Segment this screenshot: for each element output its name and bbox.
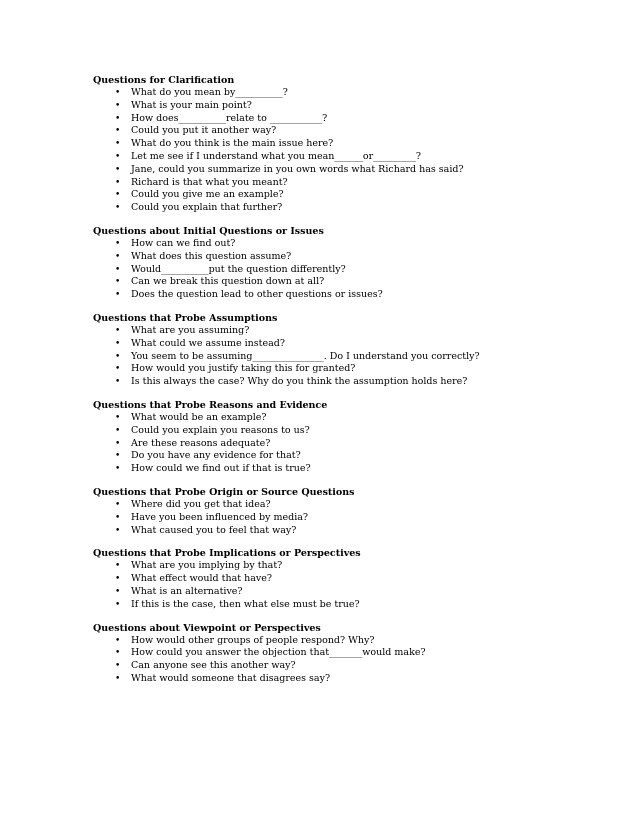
section-heading: Questions that Probe Assumptions (93, 312, 278, 324)
question-text: Richard is that what you meant? (131, 176, 288, 188)
question-text: Can we break this question down at all? (131, 276, 325, 288)
list-item (93, 499, 613, 512)
bullet-icon: • (115, 264, 121, 275)
question-text: If this is the case, then what else must be true? (131, 598, 360, 610)
question-text: What effect would that have? (131, 573, 272, 585)
question-text: You seem to be assuming_______________. Do I understand you correctly? (131, 350, 480, 362)
bullet-icon: • (115, 88, 121, 98)
list-item (93, 138, 613, 151)
section-reasons-evidence (93, 399, 613, 476)
list-item (93, 560, 613, 573)
bullet-icon: • (115, 351, 121, 362)
question-list (93, 325, 613, 389)
list-item (93, 586, 613, 599)
bullet-icon: • (115, 464, 121, 475)
question-text: Where did you get that idea? (131, 498, 271, 510)
question-text: Could you explain that further? (131, 202, 283, 214)
question-text: Is this always the case? Why do you think the assumption holds here? (131, 376, 468, 388)
list-item (93, 673, 613, 686)
question-list (93, 560, 613, 611)
bullet-icon: • (115, 151, 121, 162)
list-item (93, 525, 613, 538)
bullet-icon: • (115, 586, 121, 597)
question-text: What do you think is the main issue here? (131, 138, 334, 150)
section-heading: Questions about Initial Questions or Issues (93, 225, 324, 237)
question-text: Does the question lead to other questions or issues? (131, 289, 383, 301)
list-item (93, 177, 613, 190)
question-text: Are these reasons adequate? (131, 437, 271, 449)
question-text: What is your main point? (131, 99, 252, 111)
question-list (93, 635, 613, 686)
question-text: Could you give me an example? (131, 189, 284, 201)
list-item (93, 599, 613, 612)
list-item (93, 351, 613, 364)
list-item (93, 573, 613, 586)
bullet-icon: • (115, 126, 121, 137)
question-text: How would other groups of people respond? Why? (131, 634, 375, 646)
list-item (93, 276, 613, 289)
question-text: How does__________relate to ___________? (131, 112, 328, 124)
question-text: Could you explain you reasons to us? (131, 424, 310, 436)
bullet-icon: • (115, 438, 121, 449)
list-item (93, 113, 613, 126)
bullet-icon: • (115, 177, 121, 188)
question-list (93, 238, 613, 302)
bullet-icon: • (115, 238, 121, 249)
list-item (93, 264, 613, 277)
bullet-icon: • (115, 412, 121, 423)
question-list (93, 412, 613, 476)
section-heading: Questions for Clarification (93, 75, 235, 86)
bullet-icon: • (115, 451, 121, 462)
question-text: Let me see if I understand what you mean______or_________? (131, 150, 421, 162)
question-text: Could you put it another way? (131, 125, 277, 137)
question-text: How could we find out if that is true? (131, 463, 311, 475)
question-text: Jane, could you summarize in you own words what Richard has said? (131, 163, 464, 175)
list-item (93, 438, 613, 451)
list-item (93, 251, 613, 264)
question-text: How could you answer the objection that_______would make? (131, 647, 426, 659)
section-heading: Questions that Probe Implications or Perspectives (93, 548, 361, 560)
question-text: What would someone that disagrees say? (131, 672, 331, 684)
question-text: Can anyone see this another way? (131, 660, 296, 672)
section-viewpoint (93, 622, 613, 686)
section-assumptions (93, 312, 613, 389)
question-text: Would__________put the question differently? (131, 263, 346, 275)
bullet-icon: • (115, 648, 121, 659)
question-text: How would you justify taking this for granted? (131, 363, 356, 375)
bullet-icon: • (115, 364, 121, 375)
document-page (93, 74, 613, 696)
list-item (93, 202, 613, 215)
bullet-icon: • (115, 599, 121, 610)
bullet-icon: • (115, 377, 121, 388)
question-text: What could we assume instead? (131, 337, 285, 349)
bullet-icon: • (115, 139, 121, 150)
question-text: How can we find out? (131, 237, 236, 249)
list-item (93, 87, 613, 100)
list-item (93, 238, 613, 251)
bullet-icon: • (115, 673, 121, 684)
section-heading: Questions that Probe Origin or Source Questions (93, 486, 355, 498)
question-text: Do you have any evidence for that? (131, 450, 301, 462)
section-origin-source (93, 486, 613, 537)
list-item (93, 463, 613, 476)
list-item (93, 338, 613, 351)
list-item (93, 647, 613, 660)
bullet-icon: • (115, 574, 121, 585)
section-heading: Questions about Viewpoint or Perspectives (93, 622, 321, 634)
list-item (93, 660, 613, 673)
list-item (93, 289, 613, 302)
list-item (93, 376, 613, 389)
list-item (93, 100, 613, 113)
question-text: What caused you to feel that way? (131, 524, 297, 536)
section-clarification (93, 74, 613, 215)
list-item (93, 325, 613, 338)
bullet-icon: • (115, 203, 121, 214)
bullet-icon: • (115, 290, 121, 301)
bullet-icon: • (115, 251, 121, 262)
question-text: What does this question assume? (131, 250, 292, 262)
question-text: Have you been influenced by media? (131, 511, 309, 523)
bullet-icon: • (115, 525, 121, 536)
bullet-icon: • (115, 325, 121, 336)
section-implications (93, 547, 613, 611)
question-text: What are you implying by that? (131, 560, 283, 572)
list-item (93, 450, 613, 463)
list-item (93, 363, 613, 376)
bullet-icon: • (115, 100, 121, 111)
bullet-icon: • (115, 512, 121, 523)
question-text: What is an alternative? (131, 585, 243, 597)
list-item (93, 635, 613, 648)
list-item (93, 512, 613, 525)
section-initial-questions (93, 225, 613, 302)
bullet-icon: • (115, 561, 121, 572)
question-text: What would be an example? (131, 411, 267, 423)
list-item (93, 125, 613, 138)
bullet-icon: • (115, 190, 121, 201)
list-item (93, 425, 613, 438)
list-item (93, 412, 613, 425)
list-item (93, 189, 613, 202)
question-list (93, 499, 613, 537)
bullet-icon: • (115, 338, 121, 349)
bullet-icon: • (115, 425, 121, 436)
question-text: What are you assuming? (131, 324, 250, 336)
bullet-icon: • (115, 661, 121, 672)
question-text: What do you mean by__________? (131, 87, 288, 98)
bullet-icon: • (115, 164, 121, 175)
section-heading: Questions that Probe Reasons and Evidence (93, 399, 328, 411)
bullet-icon: • (115, 113, 121, 124)
list-item (93, 164, 613, 177)
question-list (93, 87, 613, 215)
list-item (93, 151, 613, 164)
bullet-icon: • (115, 635, 121, 646)
bullet-icon: • (115, 277, 121, 288)
bullet-icon: • (115, 499, 121, 510)
